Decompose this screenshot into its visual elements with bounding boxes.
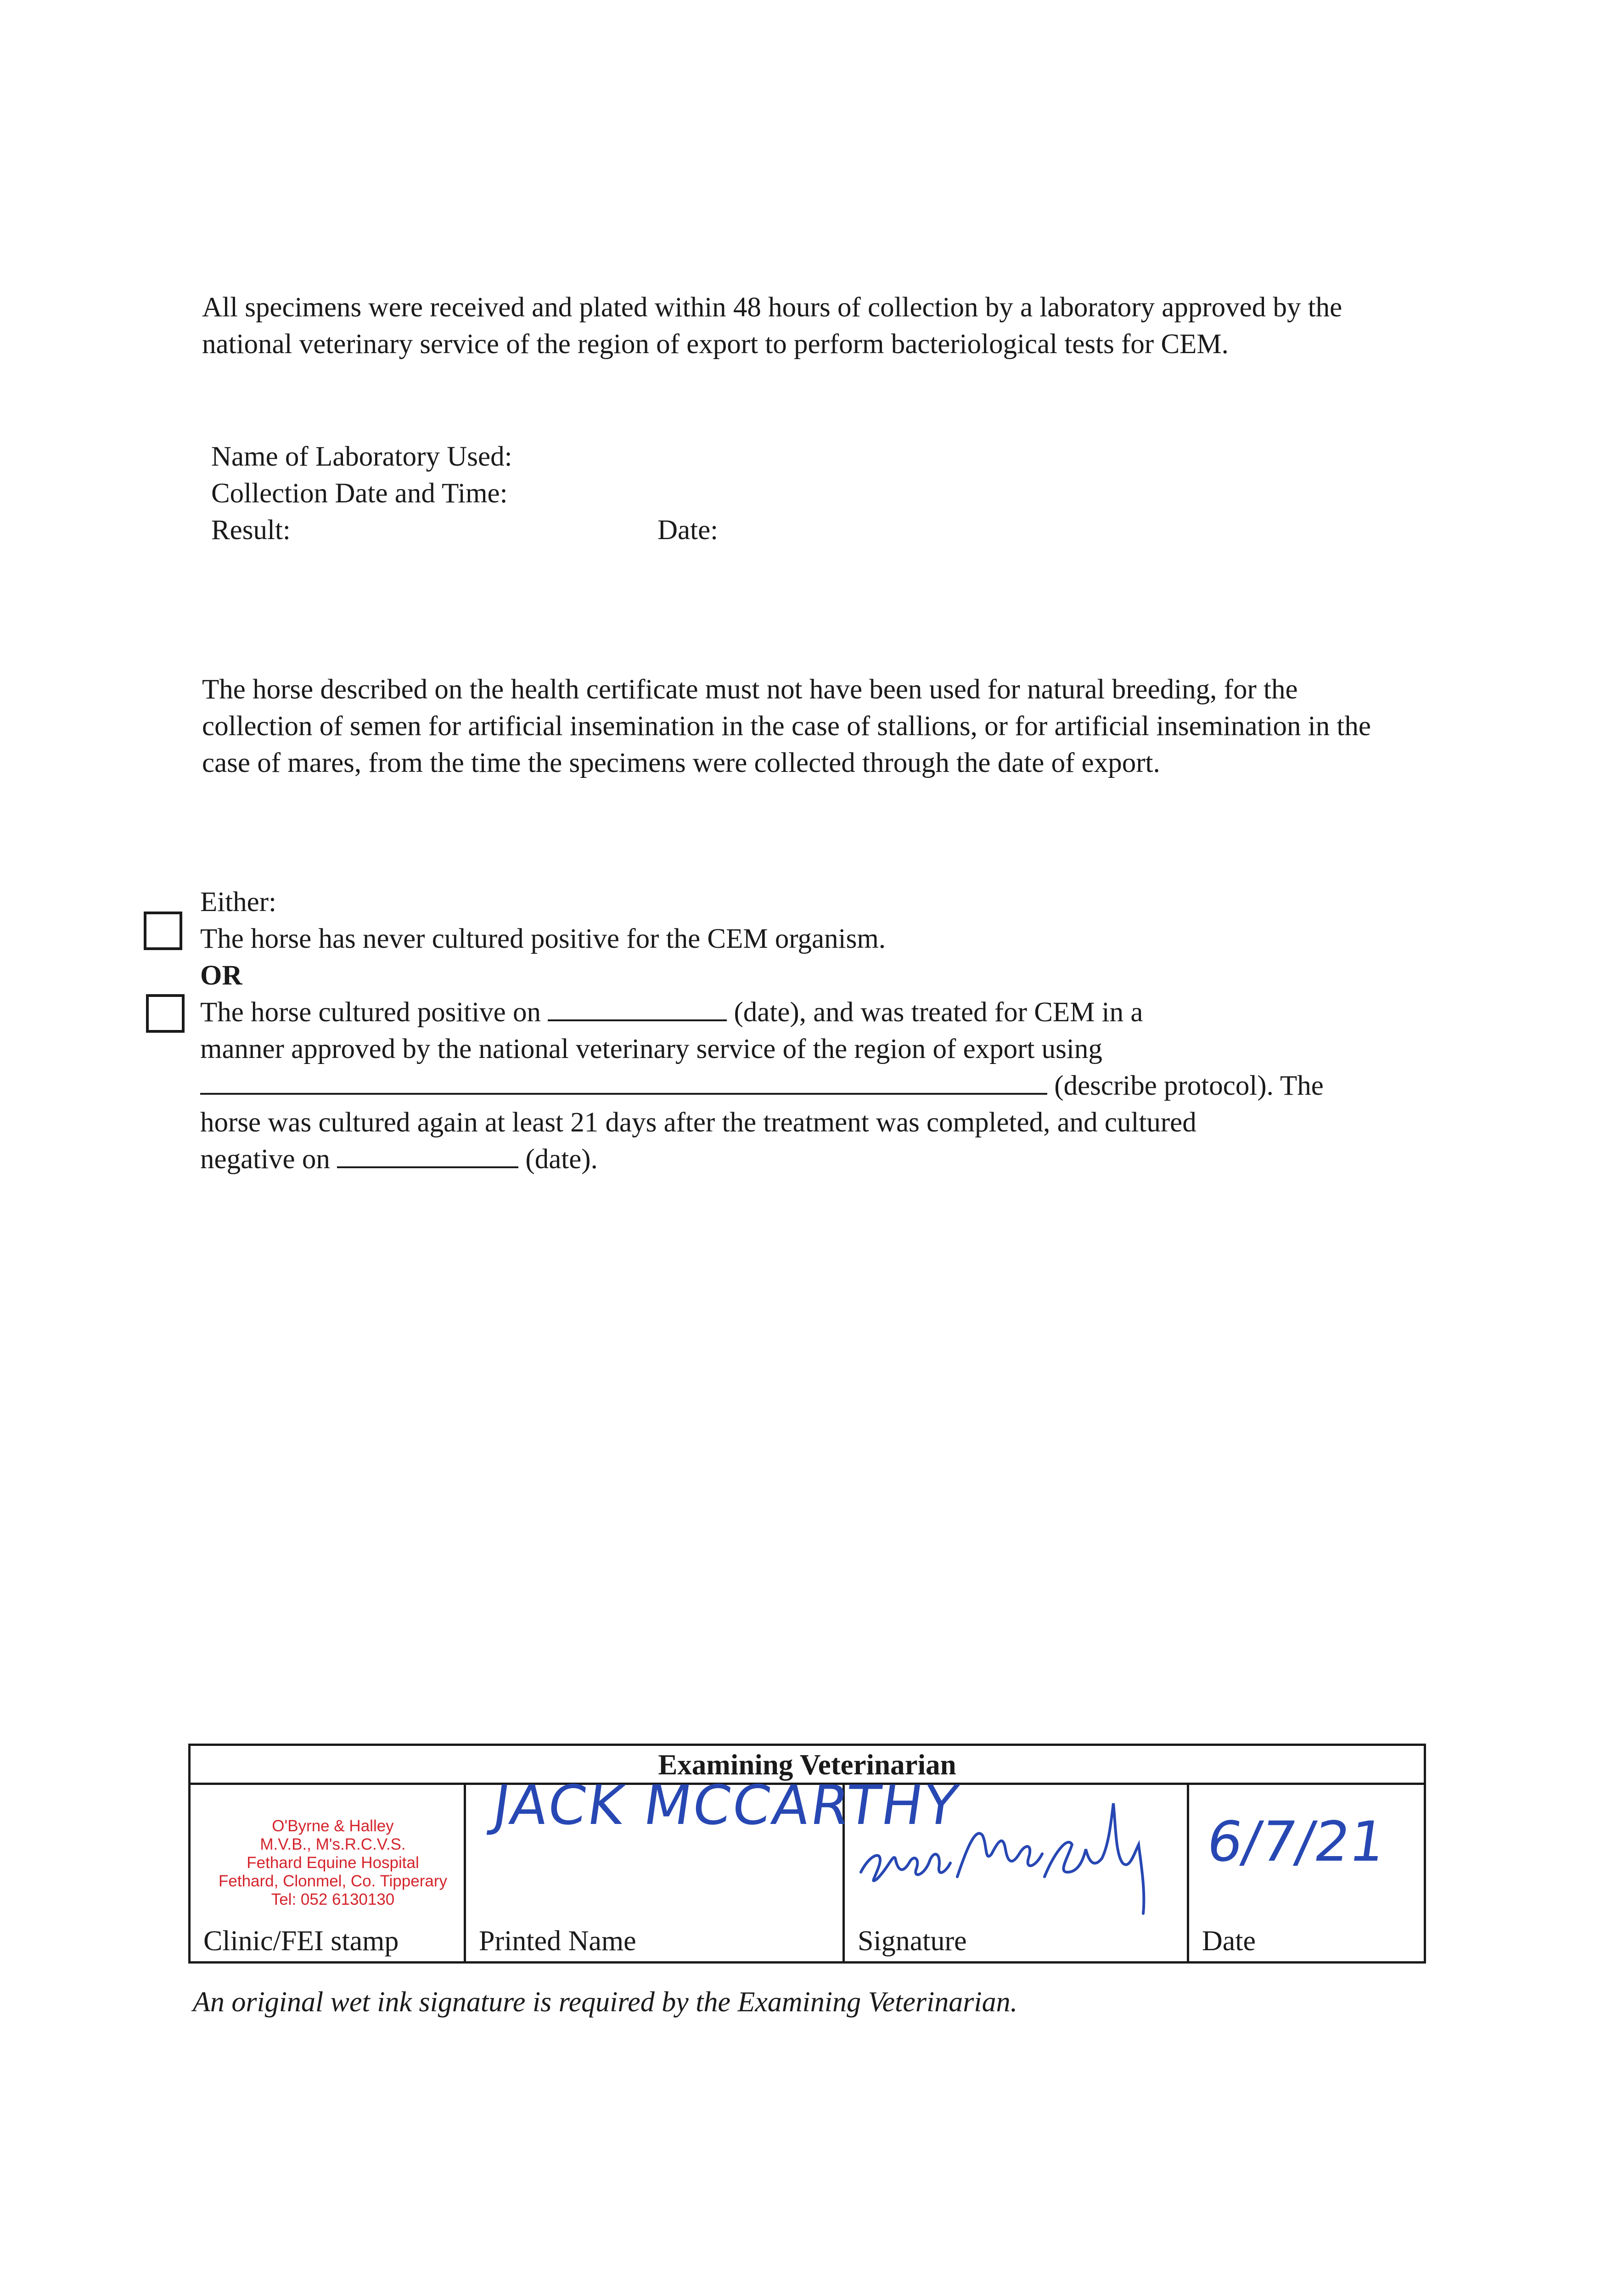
or-label: OR (200, 960, 242, 991)
cultured-again-text: horse was cultured again at least 21 days after the treatment was completed, and cultured (200, 1107, 1196, 1138)
signature-label: Signature (858, 1925, 967, 1957)
cultured-positive-line (200, 994, 1143, 1031)
protocol-blank[interactable] (200, 1068, 1047, 1095)
positive-end-text: (date), and was treated for CEM in a (734, 997, 1143, 1028)
result-date-label: Date: (657, 515, 719, 546)
negative-date-suffix: (date). (525, 1144, 598, 1175)
positive-start-text: The horse cultured positive on (200, 997, 541, 1028)
laboratory-name-label: Name of Laboratory Used: (211, 441, 512, 472)
date-cell (1189, 1785, 1424, 1961)
clinic-stamp-cell (191, 1785, 466, 1961)
vet-table-title: Examining Veterinarian (191, 1746, 1424, 1785)
printed-name-label: Printed Name (479, 1925, 636, 1957)
positive-date-blank[interactable] (548, 995, 727, 1021)
specimens-paragraph: All specimens were received and plated within 48 hours of collection by a laboratory approved by the national veterinary service of the region of export to perform bacteriological tests for CEM. (202, 292, 1342, 360)
cultured-positive-checkbox[interactable] (146, 994, 185, 1033)
protocol-line (200, 1068, 1324, 1104)
either-label: Either: (200, 887, 276, 917)
manner-text: manner approved by the national veterinary service of the region of export using (200, 1034, 1102, 1064)
collection-date-label: Collection Date and Time: (211, 478, 508, 509)
result-label: Result: (211, 515, 291, 546)
stamp-line: Fethard, Clonmel, Co. Tipperary (219, 1872, 447, 1890)
handwritten-printed-name: JACK MCCARTHY (489, 1773, 964, 1837)
clinic-stamp-label: Clinic/FEI stamp (203, 1925, 399, 1957)
negative-date-blank[interactable] (337, 1142, 518, 1168)
examining-veterinarian-table (188, 1744, 1426, 1964)
stamp-line: Fethard Equine Hospital (247, 1854, 419, 1872)
stamp-line: M.V.B., M's.R.C.V.S. (260, 1835, 406, 1853)
stamp-line: Tel: 052 6130130 (271, 1891, 395, 1908)
stamp-line: O'Byrne & Halley (272, 1817, 394, 1835)
breeding-paragraph: The horse described on the health certificate must not have been used for natural breeding, for the collection of semen for artificial insemination in the case of stallions, or for artificial insemination in the case of mares, from the time the specimens were collected through the date of export. (202, 674, 1371, 778)
never-positive-checkbox[interactable] (144, 912, 182, 950)
handwritten-date: 6/7/21 (1203, 1810, 1390, 1874)
negative-on-text: negative on (200, 1144, 330, 1175)
date-label: Date (1202, 1925, 1256, 1957)
describe-text: (describe protocol). The (1054, 1070, 1324, 1101)
clinic-stamp (204, 1817, 461, 1909)
negative-line (200, 1141, 598, 1178)
signature-requirement-note: An original wet ink signature is required by the Examining Veterinarian. (193, 1986, 1018, 2018)
never-positive-text: The horse has never cultured positive for the CEM organism. (200, 923, 886, 954)
